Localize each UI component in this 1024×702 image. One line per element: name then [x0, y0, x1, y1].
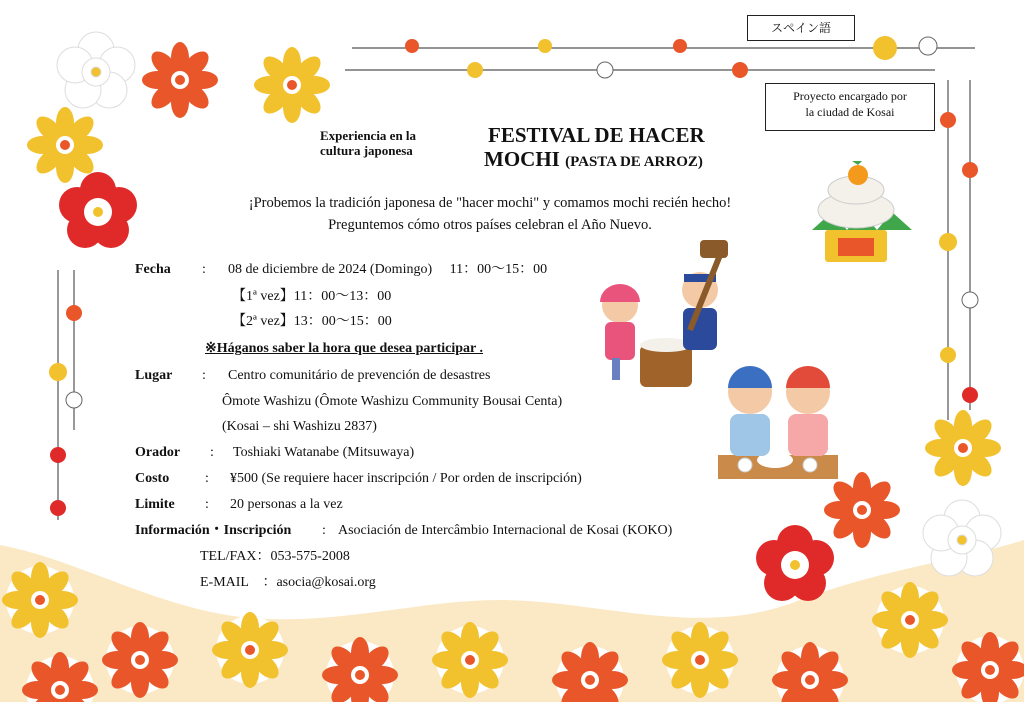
limite-label: Limite — [135, 497, 175, 512]
mochi-pounding-illustration — [600, 240, 728, 387]
email: E-MAIL ：asocia@kosai.org — [200, 575, 376, 590]
project-note-line: Proyecto encargado por — [793, 89, 907, 103]
limite-value: 20 personas a la vez — [230, 497, 343, 512]
intro-line: Preguntemos cómo otros países celebran el Año Nuevo. — [328, 217, 652, 233]
title-sub: (PASTA DE ARROZ) — [565, 154, 703, 170]
fecha-row — [135, 260, 171, 280]
lugar-line: (Kosai – shi Washizu 2837) — [222, 419, 377, 434]
info-value: Asociación de Intercâmbio Internacional de Kosai (KOKO) — [338, 523, 673, 538]
orador-label: Orador — [135, 445, 181, 460]
title-main: MOCHI — [484, 147, 566, 171]
lugar-line: Centro comunitário de prevención de desastres — [228, 368, 491, 383]
page-title — [484, 123, 705, 174]
lugar-line: Ômote Washizu (Ômote Washizu Community Bousai Centa) — [222, 394, 563, 409]
language-tag: スペイン語 — [747, 15, 855, 41]
info-sep: : — [322, 523, 326, 538]
project-note-line: la ciudad de Kosai — [805, 105, 895, 119]
intro-line: ¡Probemos la tradición japonesa de "hacer mochi" y comamos mochi recién hecho! — [248, 195, 732, 211]
experience-label — [320, 128, 416, 158]
title-line-2 — [484, 147, 705, 174]
participation-note: ※Háganos saber la hora que desea participar . — [205, 341, 484, 356]
experience-line: cultura japonesa — [320, 143, 413, 158]
session-1: 【1ª vez】11：00〜13：00 — [232, 289, 392, 304]
limite-sep: : — [205, 497, 209, 512]
experience-line: Experiencia en la — [320, 128, 417, 143]
orador-value: Toshiaki Watanabe (Mitsuwaya) — [233, 445, 415, 460]
orador-sep: : — [210, 445, 214, 460]
costo-label: Costo — [135, 471, 170, 486]
title-line-1: FESTIVAL DE HACER — [488, 123, 705, 147]
lugar-label: Lugar — [135, 368, 173, 383]
costo-value: ¥500 (Se requiere hacer inscripción / Por orden de inscripción) — [230, 471, 582, 486]
project-note — [765, 83, 935, 131]
fecha-value: 08 de diciembre de 2024 (Domingo) 11：00〜15：00 — [228, 262, 548, 277]
kids-eating-illustration — [718, 366, 838, 479]
session-2: 【2ª vez】13：00〜15：00 — [232, 314, 392, 329]
fecha-sep: : — [202, 262, 206, 277]
info-label: Información・Inscripción — [135, 523, 292, 538]
costo-sep: : — [205, 471, 209, 486]
fecha-label: Fecha — [135, 262, 171, 277]
lugar-sep: : — [202, 368, 206, 383]
tel-fax: TEL/FAX：053-575-2008 — [200, 549, 350, 564]
intro-text — [150, 192, 830, 236]
